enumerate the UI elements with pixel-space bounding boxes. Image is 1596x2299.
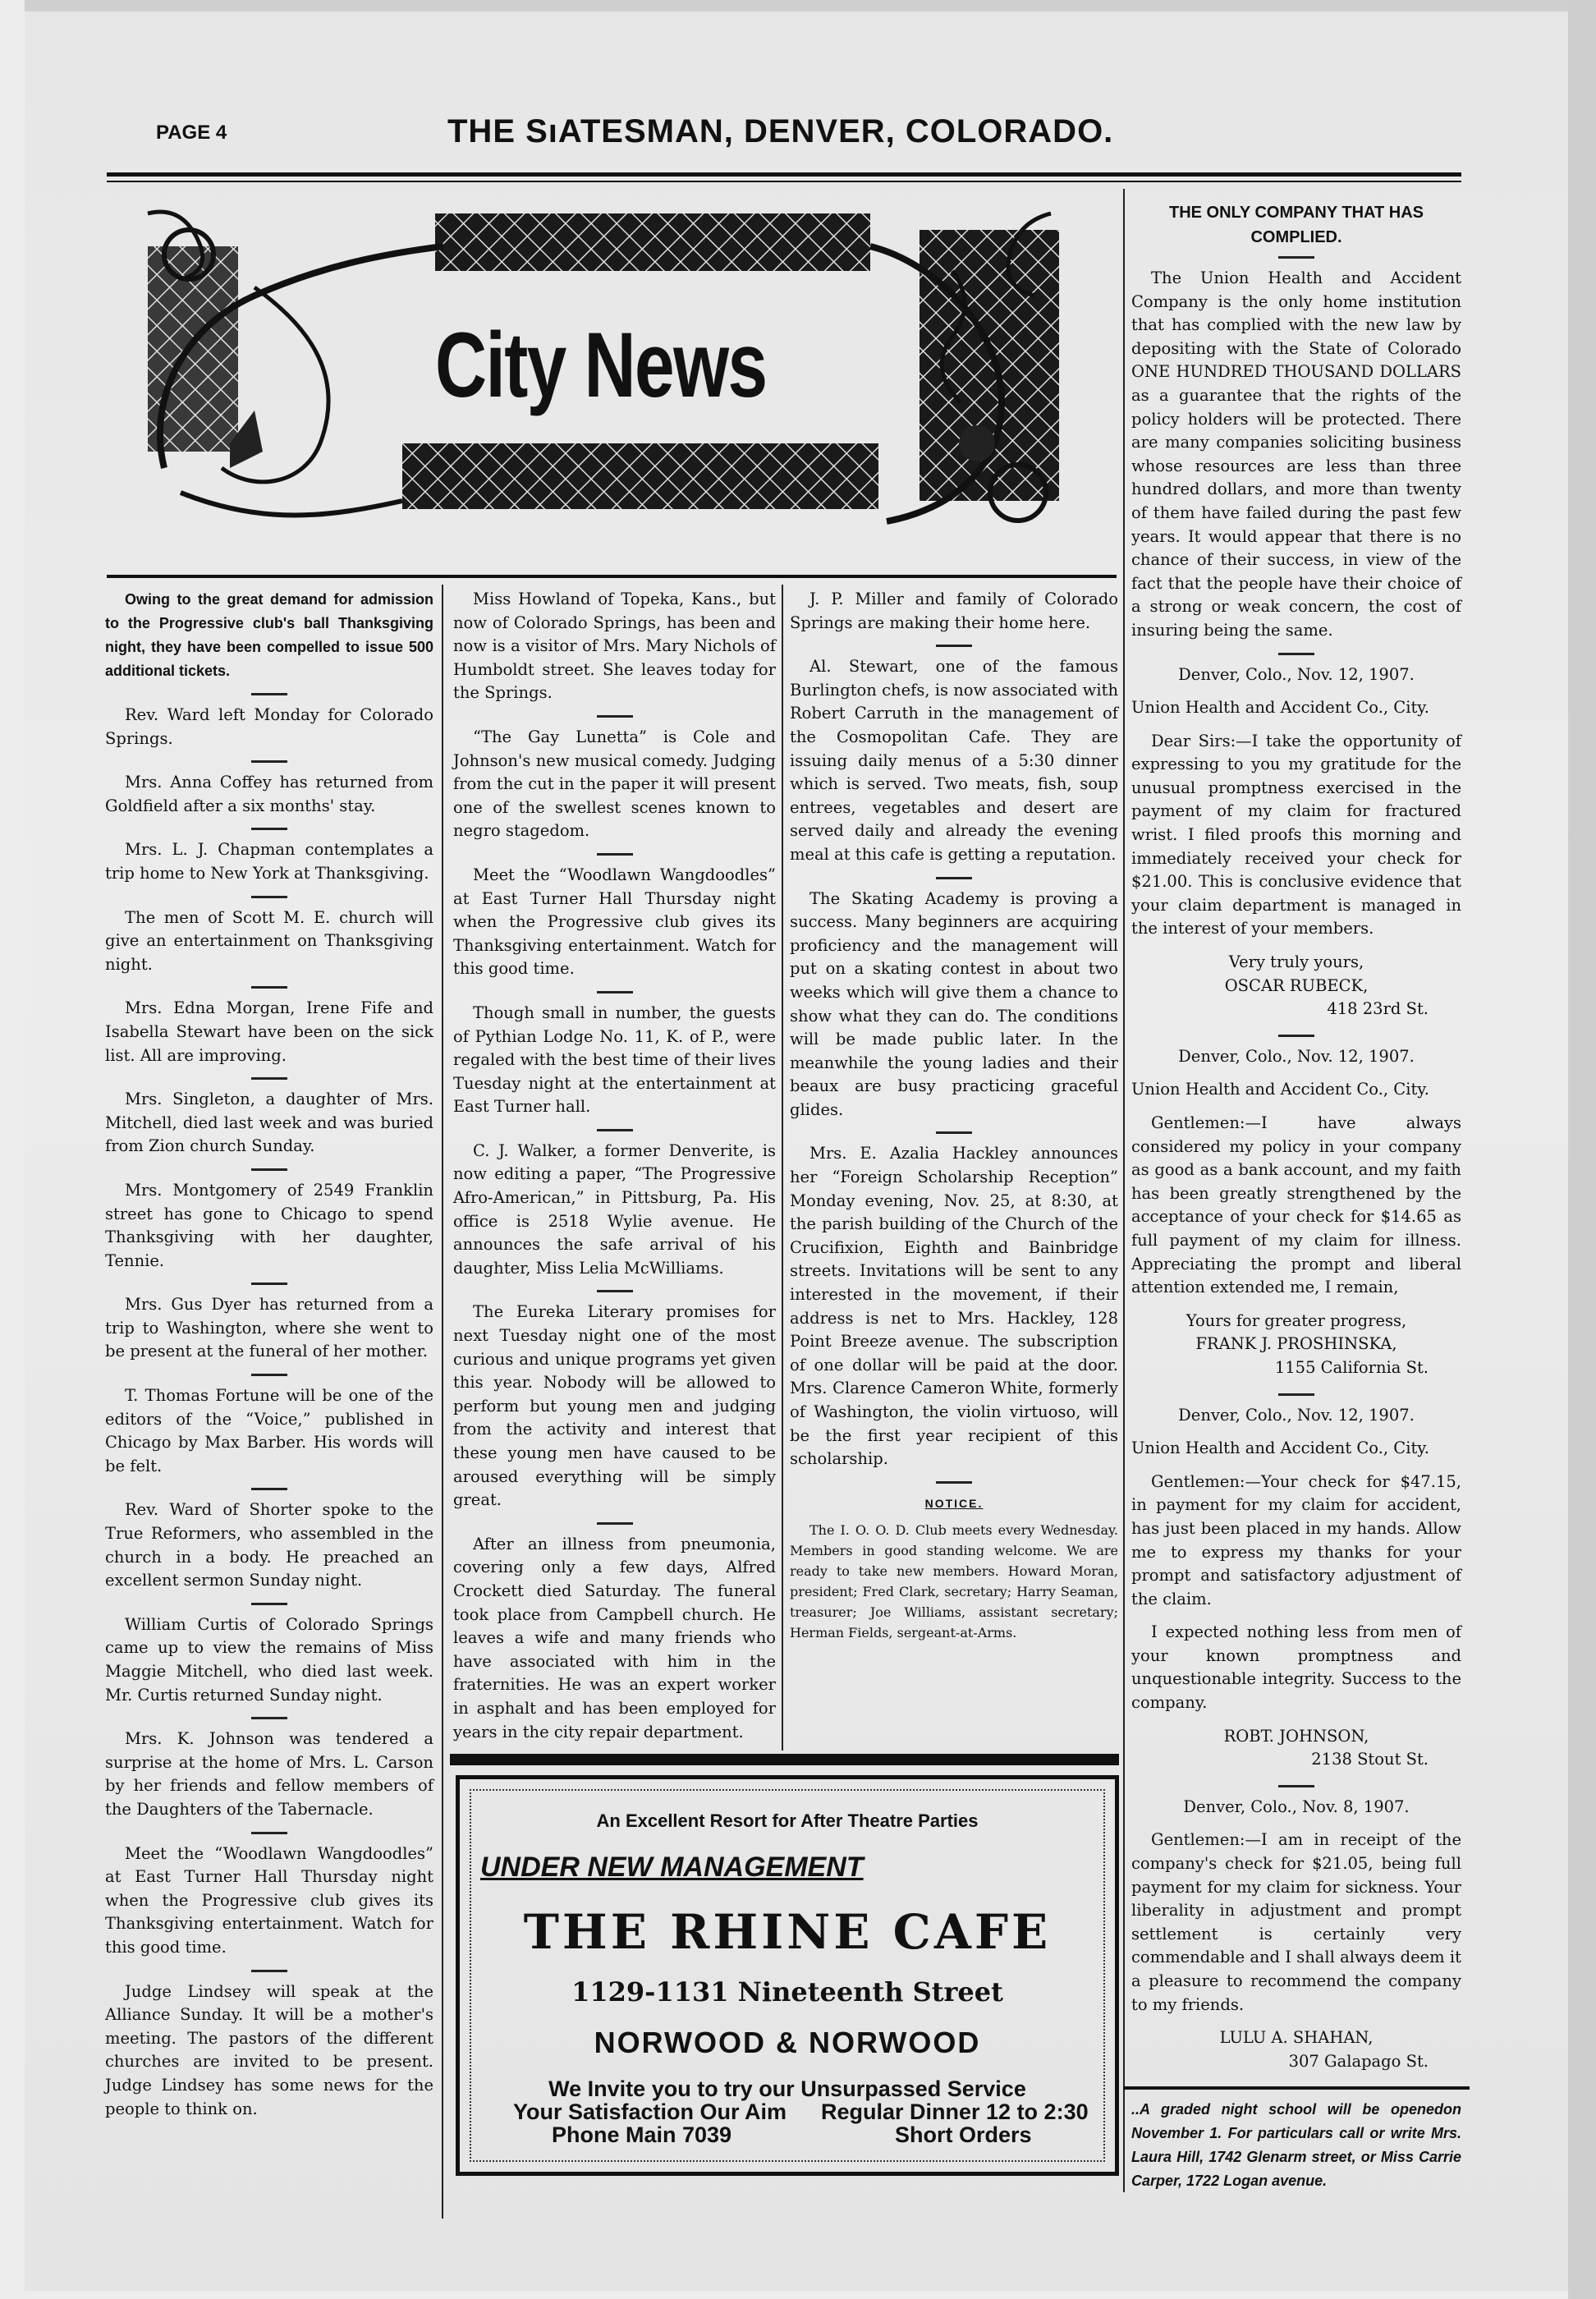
ad-subheading: UNDER NEW MANAGEMENT bbox=[480, 1852, 864, 1883]
news-item: Rev. Ward left Monday for Colorado Springs. bbox=[105, 705, 433, 748]
news-item: The Skating Academy is proving a success. Many beginners are acquiring proficiency and the management will put on a skating contest in about two weeks which will give them a chance to show what they can do. The conditions will be made public later. In the meanwhile the young ladies and their beaux are busy practicing graceful glides. bbox=[790, 888, 1118, 1119]
ad-orders: Short Orders bbox=[895, 2122, 1032, 2147]
letter-body: I expected nothing less from men of your known promptness and unquestionable integrity. Success to the company. bbox=[1131, 1622, 1461, 1713]
item-separator bbox=[936, 1481, 972, 1484]
item-separator bbox=[1278, 256, 1314, 259]
news-item: After an illness from pneumonia, covering only a few days, Alfred Crockett died Saturday. The funeral took place from Campbell church. He leaves a wife and many friends who have associated with him in the fraternities. He was an expert worker in asphalt and has been employed for years in the city repair department. bbox=[453, 1534, 776, 1741]
item-separator bbox=[251, 1488, 287, 1490]
column-divider bbox=[442, 585, 443, 2219]
ad-cafe-name: THE RHINE CAFE bbox=[523, 1904, 1052, 1960]
news-item: Miss Howland of Topeka, Kans., but now of Colorado Springs, has been and now is a visitor of Mrs. Mary Nichols of Humboldt street. She leaves today for the Springs. bbox=[453, 590, 776, 703]
news-item: Mrs. Gus Dyer has returned from a trip to Washington, where she went to be present at the funeral of her mother. bbox=[105, 1295, 433, 1361]
notice-text: The I. O. O. D. Club meets every Wednesday. Members in good standing welcome. We are ready to take new members. Howard Moran, president; Fred Clark, secretary; Harry Seaman, treasurer; Joe Williams, assistant secretary; Herman Fields, sergeant-at-Arms. bbox=[790, 1522, 1118, 1641]
item-separator bbox=[251, 693, 287, 695]
news-item: Mrs. K. Johnson was tendered a surprise at the home of Mrs. L. Carson by her friends and fellow members of the Daughters of the Tabernacle. bbox=[105, 1729, 433, 1819]
letter-body: Dear Sirs:—I take the opportunity of expressing to you my gratitude for the unusual promptness exercised in the payment of my claim for fractured wrist. I filed proofs this morning and immediately received your check for $21.00. This is conclusive evidence that your claim department is managed in the interest of your members. bbox=[1131, 731, 1461, 938]
item-separator bbox=[251, 1970, 287, 1972]
letter-signature: LULU A. SHAHAN, bbox=[1219, 2028, 1374, 2048]
item-separator bbox=[251, 1283, 287, 1285]
ad-address: 1129-1131 Nineteenth Street bbox=[571, 1976, 1003, 2008]
news-item: Mrs. Singleton, a daughter of Mrs. Mitchell, died last week and was buried from Zion church Sunday. bbox=[105, 1090, 433, 1156]
item-separator bbox=[1278, 1035, 1314, 1037]
item-separator bbox=[597, 1290, 633, 1292]
column-divider bbox=[1123, 189, 1125, 2192]
letter-body: Gentlemen:—Your check for $47.15, in payment for my claim for accident, has just been placed in my hands. Allow me to express my thanks for your prompt and satisfactory adjustment of the claim. bbox=[1131, 1471, 1461, 1608]
news-item: J. P. Miller and family of Colorado Springs are making their home here. bbox=[790, 590, 1118, 632]
header-rule bbox=[107, 172, 1461, 177]
letter-address: 2138 Stout St. bbox=[1311, 1750, 1429, 1769]
column-1 bbox=[105, 588, 433, 2131]
page-top-edge bbox=[25, 0, 1596, 11]
news-item: The Eureka Literary promises for next Tuesday night one of the most curious and unique programs yet given this year. Nobody will be allowed to perform but young men and judging from the activity and interest that these young men have caused to be aroused everything will be simply great. bbox=[453, 1302, 776, 1510]
news-item: Mrs. Edna Morgan, Irene Fife and Isabella Stewart have been on the sick list. All are improving. bbox=[105, 998, 433, 1065]
item-separator bbox=[251, 1603, 287, 1605]
item-separator bbox=[597, 715, 633, 718]
item-separator bbox=[1278, 1785, 1314, 1787]
item-separator bbox=[251, 1832, 287, 1834]
letter-closing: Yours for greater progress, bbox=[1186, 1310, 1407, 1330]
notice-title: NOTICE. bbox=[924, 1496, 984, 1510]
item-separator bbox=[251, 1374, 287, 1376]
letter-body: Gentlemen:—I have always considered my policy in your company as good as a bank account, and my faith has been greatly strengthened by the acceptance of your check for $14.65 as full payment of my claim for illness. Appreciating the prompt and liberal attention extended me, I remain, bbox=[1131, 1113, 1461, 1297]
ad-owners: NORWOOD & NORWOOD bbox=[594, 2026, 981, 2059]
letter-signature: ROBT. JOHNSON, bbox=[1223, 1726, 1369, 1746]
news-item: Al. Stewart, one of the famous Burlington chefs, is now associated with Robert Carruth in the management of the Cosmopolitan Cafe. They are issuing daily menus of a 5:30 dinner which is served. Two meats, fish, soup entrees, vegetables and desert are served daily and already the evening meal at this cafe is getting a reputation. bbox=[790, 657, 1118, 864]
item-separator bbox=[597, 853, 633, 856]
rhine-cafe-advertisement bbox=[456, 1775, 1119, 2176]
news-item: Judge Lindsey will speak at the Alliance Sunday. It will be a mother's meeting. The pastors of the different churches are invited to be present. Judge Lindsey has some news for the people to think on. bbox=[105, 1981, 433, 2118]
letter-recipient: Union Health and Accident Co., City. bbox=[1131, 1439, 1429, 1458]
column-divider bbox=[782, 585, 783, 1751]
item-separator bbox=[251, 986, 287, 989]
letter-address: 418 23rd St. bbox=[1327, 999, 1429, 1019]
city-news-banner bbox=[131, 197, 1075, 550]
news-item: “The Gay Lunetta” is Cole and Johnson's new musical comedy. Judging from the cut in the paper it will present one of the swellest scenes known to negro stagedom. bbox=[453, 727, 776, 841]
night-school-notice: ..A graded night school will be openedon November 1. For particulars call or write Mrs. Laura Hill, 1742 Glenarm street, or Miss Carrie Carper, 1722 Logan avenue. bbox=[1131, 2101, 1461, 2190]
news-item: The men of Scott M. E. church will give an entertainment on Thanksgiving night. bbox=[105, 907, 433, 974]
news-item: C. J. Walker, a former Denverite, is now editing a paper, “The Progressive Afro-American,” in Pittsburg, Pa. His office is 2518 Wylie avenue. He announces the safe arrival of his daughter, Miss Lelia McWilliams. bbox=[453, 1140, 776, 1278]
news-item: Owing to the great demand for admission to the Progressive club's ball Thanksgiving night, they have been compelled to issue 500 additional tickets. bbox=[105, 591, 433, 679]
news-item: Mrs. E. Azalia Hackley announces her “Foreign Scholarship Reception” Monday evening, Nov. 25, at 8:30, at the parish building of the Church of the Crucifixion, Eighth and Bainbridge streets. Invitations will be sent to any interested in the movement, if their address is net to Mrs. Hackley, 128 Point Breeze avenue. The subscription of one dollar will be paid at the door. Mrs. Clarence Cameron White, formerly of Washington, the violin virtuoso, will be the first year recipient of this scholarship. bbox=[790, 1144, 1118, 1469]
letter-address: 1155 California St. bbox=[1274, 1357, 1429, 1377]
letter-recipient: Union Health and Accident Co., City. bbox=[1131, 698, 1429, 718]
letter-date: Denver, Colo., Nov. 12, 1907. bbox=[1178, 1405, 1415, 1425]
section-rule bbox=[1123, 2086, 1470, 2090]
letter-date: Denver, Colo., Nov. 12, 1907. bbox=[1178, 664, 1415, 684]
item-separator bbox=[251, 1077, 287, 1080]
ad-tagline: An Excellent Resort for After Theatre Parties bbox=[596, 1810, 979, 1831]
page-right-edge bbox=[1568, 0, 1596, 2299]
masthead: THE SıATESMAN, DENVER, COLORADO. bbox=[447, 113, 1114, 149]
item-separator bbox=[1278, 653, 1314, 655]
ad-dinner: Regular Dinner 12 to 2:30 bbox=[821, 2099, 1089, 2124]
item-separator bbox=[597, 991, 633, 993]
intro-text: The Union Health and Accident Company is the only home institution that has complied with the new law by depositing with the State of Colorado ONE HUNDRED THOUSAND DOLLARS as a guarantee that the rights of the policy holders will be protected. There are many companies soliciting business whose resources are less than three hundred dollars, and more than twenty of them have failed during the past few years. It would appear that there is no chance of their success, in view of the fact that the people have their choice of a strong or weak concern, the cost of insuring being the same. bbox=[1131, 268, 1461, 640]
ad-heading: THE ONLY COMPANY THAT HAS COMPLIED. bbox=[1168, 204, 1424, 246]
ad-top-rule bbox=[450, 1754, 1119, 1765]
item-separator bbox=[251, 896, 287, 898]
letter-date: Denver, Colo., Nov. 12, 1907. bbox=[1178, 1046, 1415, 1066]
page-number: PAGE 4 bbox=[156, 122, 227, 144]
news-item: Rev. Ward of Shorter spoke to the True Reformers, who assembled in the church in a body. He preached an excellent sermon Sunday night. bbox=[105, 1500, 433, 1590]
ad-invite: We Invite you to try our Unsurpassed Service bbox=[548, 2076, 1026, 2101]
letter-signature: OSCAR RUBECK, bbox=[1224, 975, 1369, 995]
letter-signature: FRANK J. PROSHINSKA, bbox=[1195, 1334, 1397, 1354]
header-rule-thin bbox=[107, 181, 1461, 182]
banner-rule bbox=[107, 575, 1117, 578]
news-item: Meet the “Woodlawn Wangdoodles” at East Turner Hall Thursday night when the Progressive club gives its Thanksgiving entertainment. Watch for this good time. bbox=[105, 1843, 433, 1957]
letter-address: 307 Galapago St. bbox=[1288, 2051, 1429, 2071]
item-separator bbox=[251, 1168, 287, 1171]
ad-aim: Your Satisfaction Our Aim bbox=[513, 2099, 787, 2124]
news-item: Mrs. L. J. Chapman contemplates a trip home to New York at Thanksgiving. bbox=[105, 840, 433, 883]
item-separator bbox=[251, 828, 287, 830]
item-separator bbox=[1278, 1393, 1314, 1396]
item-separator bbox=[936, 1131, 972, 1134]
item-separator bbox=[251, 760, 287, 763]
column-3 bbox=[790, 588, 1118, 1653]
item-separator bbox=[251, 1717, 287, 1719]
item-separator bbox=[597, 1129, 633, 1131]
news-item: William Curtis of Colorado Springs came up to view the remains of Miss Maggie Mitchell, who died last week. Mr. Curtis returned Sunday night. bbox=[105, 1614, 433, 1705]
column-4 bbox=[1131, 200, 1461, 2203]
item-separator bbox=[936, 877, 972, 879]
column-2 bbox=[453, 588, 776, 1754]
item-separator bbox=[597, 1522, 633, 1525]
news-item: Mrs. Anna Coffey has returned from Goldfield after a six months' stay. bbox=[105, 773, 433, 815]
letter-recipient: Union Health and Accident Co., City. bbox=[1131, 1080, 1429, 1099]
news-item: Though small in number, the guests of Pythian Lodge No. 11, K. of P., were regaled with the best time of their lives Tuesday night at the entertainment at East Turner hall. bbox=[453, 1003, 776, 1117]
letter-body: Gentlemen:—I am in receipt of the company's check for $21.05, being full payment for my claim for sickness. Your liberality in adjustment and prompt settlement is certainly very commendable and I shall always deem it a pleasure to recommend the company to my friends. bbox=[1131, 1830, 1461, 2014]
news-item: Meet the “Woodlawn Wangdoodles” at East Turner Hall Thursday night when the Progressive club gives its Thanksgiving entertainment. Watch for this good time. bbox=[453, 865, 776, 979]
news-item: T. Thomas Fortune will be one of the editors of the “Voice,” published in Chicago by Max Barber. His words will be felt. bbox=[105, 1386, 433, 1475]
ad-phone: Phone Main 7039 bbox=[552, 2122, 732, 2147]
letter-date: Denver, Colo., Nov. 8, 1907. bbox=[1183, 1797, 1410, 1816]
item-separator bbox=[936, 645, 972, 647]
news-item: Mrs. Montgomery of 2549 Franklin street has gone to Chicago to spend Thanksgiving with her daughter, Tennie. bbox=[105, 1180, 433, 1270]
banner-title: City News bbox=[435, 314, 767, 416]
letter-closing: Very truly yours, bbox=[1228, 952, 1364, 972]
